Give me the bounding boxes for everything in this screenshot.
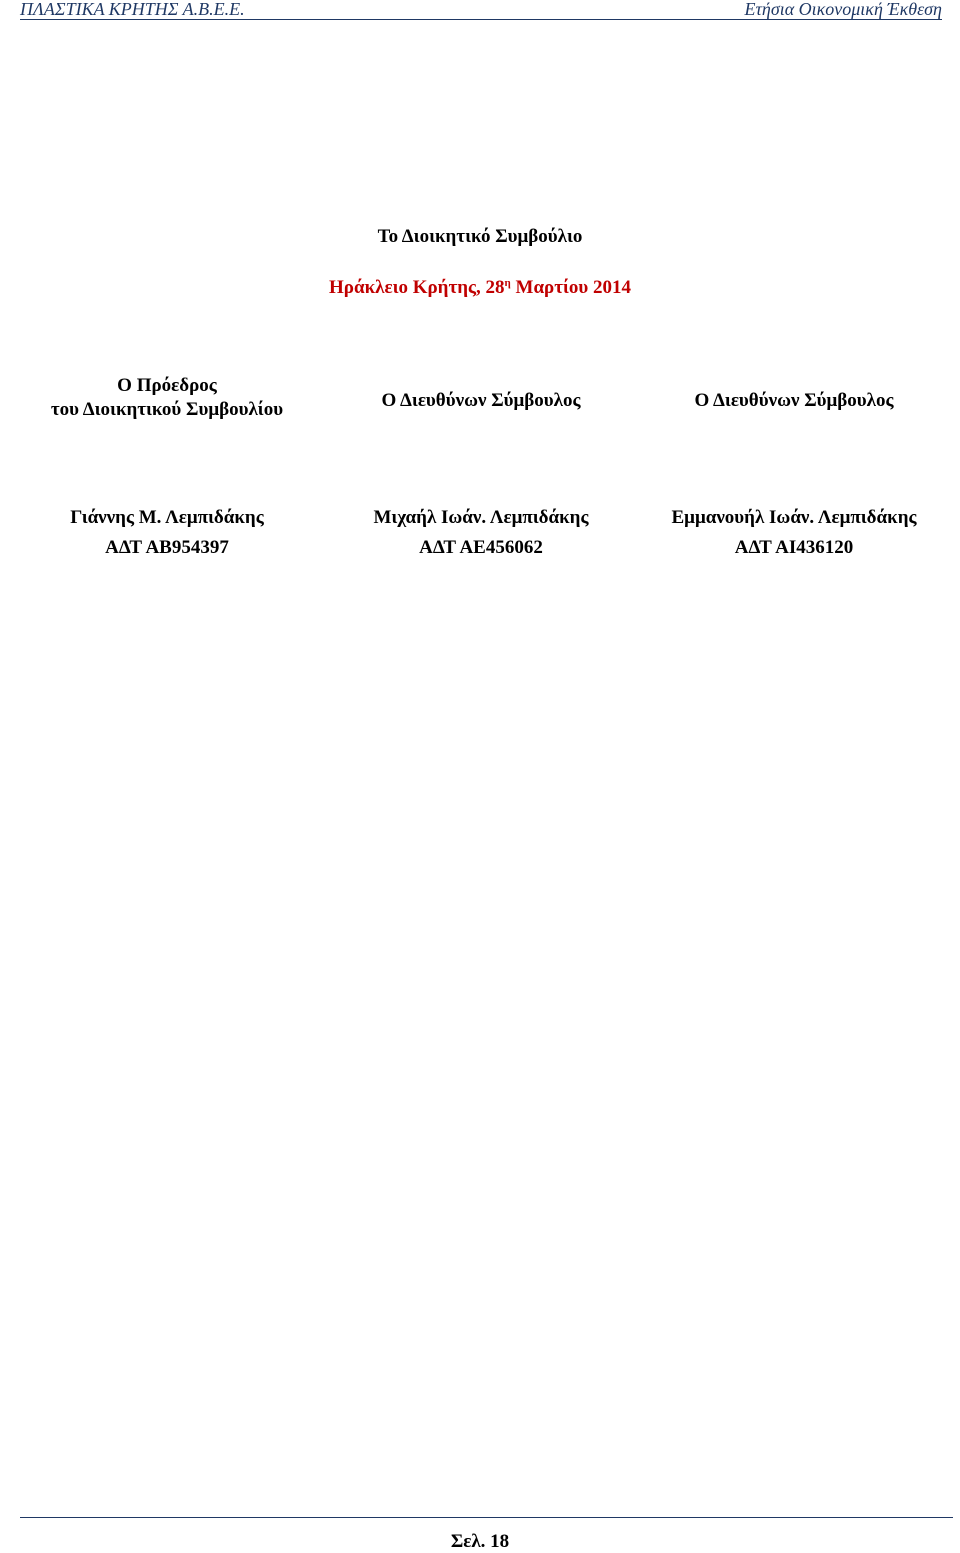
signatory-3-id: ΑΔΤ ΑΙ436120 bbox=[734, 537, 854, 558]
signatory-1-name: Γιάννης Μ. Λεμπιδάκης bbox=[70, 507, 264, 528]
signatory-1-role bbox=[18, 374, 316, 422]
signatory-2-role: Ο Διευθύνων Σύμβουλος bbox=[381, 390, 581, 411]
signatory-1-role-line2: του Διοικητικού Συμβουλίου bbox=[50, 399, 284, 420]
footer-divider bbox=[20, 1517, 953, 1518]
signatory-2-id: ΑΔΤ ΑΕ456062 bbox=[419, 537, 543, 558]
signatory-3-name: Εμμανουήλ Ιωάν. Λεμπιδάκης bbox=[671, 507, 917, 528]
signatory-1-role-line1: Ο Πρόεδρος bbox=[117, 375, 217, 396]
page-header bbox=[20, 0, 942, 20]
page-number: Σελ. 18 bbox=[450, 1531, 510, 1552]
board-title: Το Διοικητικό Συμβούλιο bbox=[377, 226, 583, 247]
place-date-after: Μαρτίου 2014 bbox=[510, 277, 631, 298]
signatory-3-role: Ο Διευθύνων Σύμβουλος bbox=[694, 390, 894, 411]
place-date bbox=[0, 277, 960, 299]
signatory-2-name: Μιχαήλ Ιωάν. Λεμπιδάκης bbox=[373, 507, 589, 528]
place-date-before: Ηράκλειο Κρήτης, 28 bbox=[329, 277, 505, 298]
place-date-superscript: η bbox=[504, 277, 511, 289]
signatory-1-id: ΑΔΤ ΑΒ954397 bbox=[105, 537, 229, 558]
company-name: ΠΛΑΣΤΙΚΑ ΚΡΗΤΗΣ Α.Β.Ε.Ε. bbox=[20, 0, 245, 19]
report-title: Ετήσια Οικονομική Έκθεση bbox=[744, 0, 942, 19]
